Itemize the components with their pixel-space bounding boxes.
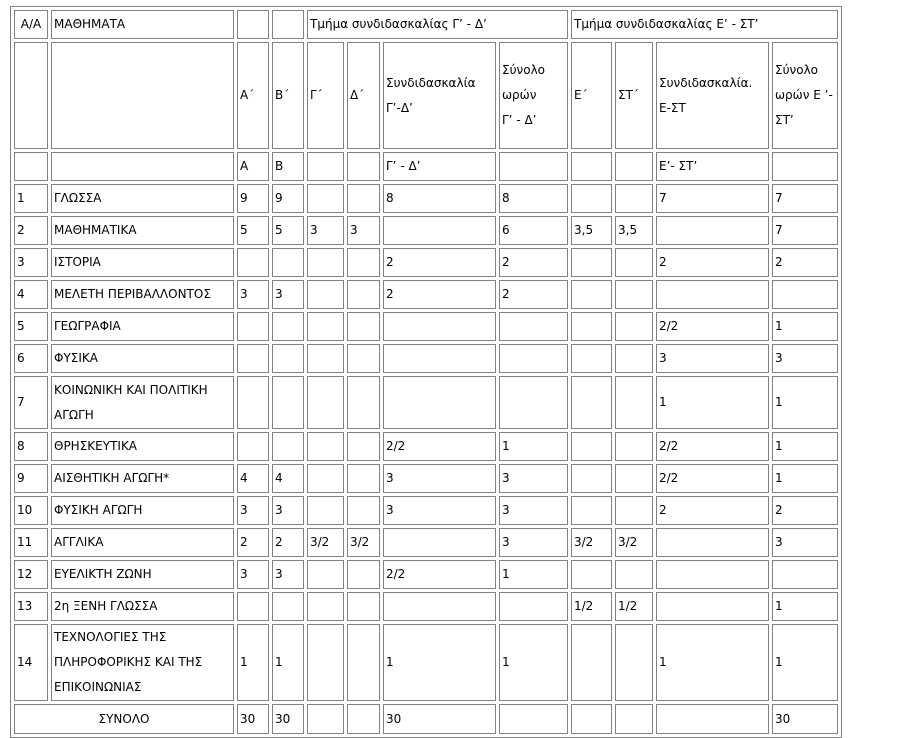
cell-total-cd: 3 — [499, 528, 568, 557]
cell-empty — [347, 152, 380, 181]
row-subject: ΦΥΣΙΚΑ — [51, 344, 234, 373]
cell-a: 2 — [237, 528, 269, 557]
cell-total-est: 3 — [772, 528, 838, 557]
header-co-est-line2: Ε-ΣΤ — [659, 100, 686, 115]
header-co-teaching-est — [656, 42, 769, 149]
row-subject: ΓΛΩΣΣΑ — [51, 184, 234, 213]
row-subject: 2η ΞΕΝΗ ΓΛΩΣΣΑ — [51, 592, 234, 621]
cell-st — [615, 624, 653, 701]
table-row — [14, 184, 838, 213]
subheader-co-est: Ε’- ΣΤ’ — [656, 152, 769, 181]
cell-co-cd: 2/2 — [383, 560, 496, 589]
cell-total-est: 1 — [772, 376, 838, 429]
cell-empty — [615, 152, 653, 181]
cell-total-est — [772, 560, 838, 589]
cell-co-est: 2/2 — [656, 432, 769, 461]
cell-empty — [51, 152, 234, 181]
cell-b: 4 — [272, 464, 304, 493]
row-number: 5 — [14, 312, 48, 341]
cell-c — [307, 376, 344, 429]
cell-st — [615, 432, 653, 461]
header-empty — [237, 10, 269, 39]
row-subject: ΑΙΣΘΗΤΙΚΗ ΑΓΩΓΗ* — [51, 464, 234, 493]
header-total-est-line1: Σύνολο — [775, 63, 819, 77]
cell-total-est: 1 — [772, 312, 838, 341]
cell-c — [307, 464, 344, 493]
cell-c: 3 — [307, 216, 344, 245]
cell-b — [272, 344, 304, 373]
cell-c — [307, 624, 344, 701]
table-row — [14, 592, 838, 621]
cell-e — [571, 432, 612, 461]
header-co-cd-line1: Συνδιδασκαλία — [386, 75, 476, 90]
cell-b: 3 — [272, 560, 304, 589]
cell-co-cd — [383, 216, 496, 245]
header-total-est-line2: ωρών Ε ’- — [775, 88, 833, 102]
cell-d: 3 — [347, 216, 380, 245]
header-class-a: Α΄ — [237, 42, 269, 149]
cell-total-cd — [499, 592, 568, 621]
cell-total-cd — [499, 312, 568, 341]
cell-st: 1/2 — [615, 592, 653, 621]
row-number: 4 — [14, 280, 48, 309]
table-row — [14, 528, 838, 557]
cell-a: 1 — [237, 624, 269, 701]
cell-total-cd: 1 — [499, 560, 568, 589]
table-row — [14, 280, 838, 309]
cell-total-est: 1 — [772, 624, 838, 701]
cell-b: 2 — [272, 528, 304, 557]
table-row — [14, 312, 838, 341]
cell-d — [347, 464, 380, 493]
row-subject-line3: ΕΠΙΚΟΙΝΩΝΙΑΣ — [54, 680, 142, 694]
header-total-cd-line1: Σύνολο — [502, 63, 546, 77]
cell-b: 3 — [272, 496, 304, 525]
header-total-est-line3: ΣΤ’ — [775, 113, 794, 127]
cell-total-cd: 8 — [499, 184, 568, 213]
cell-d — [347, 184, 380, 213]
cell-total-est: 1 — [772, 464, 838, 493]
cell-a — [237, 376, 269, 429]
row-subject — [51, 624, 234, 701]
cell-co-est — [656, 280, 769, 309]
sum-a: 30 — [237, 704, 269, 734]
cell-e: 3/2 — [571, 528, 612, 557]
cell-d: 3/2 — [347, 528, 380, 557]
cell-co-cd: 3 — [383, 496, 496, 525]
curriculum-table — [10, 6, 842, 738]
row-number: 6 — [14, 344, 48, 373]
header-class-st: ΣΤ΄ — [615, 42, 653, 149]
row-subject: ΜΕΛΕΤΗ ΠΕΡΙΒΑΛΛΟΝΤΟΣ — [51, 280, 234, 309]
sum-total-est: 30 — [772, 704, 838, 734]
cell-b — [272, 592, 304, 621]
sum-b: 30 — [272, 704, 304, 734]
cell-b: 5 — [272, 216, 304, 245]
cell-b — [272, 432, 304, 461]
row-subject-line2: ΑΓΩΓΗ — [54, 407, 94, 422]
cell-st — [615, 464, 653, 493]
cell-e: 3,5 — [571, 216, 612, 245]
header-co-cd-line2: Γ’-Δ’ — [386, 100, 413, 115]
row-subject: ΦΥΣΙΚΗ ΑΓΩΓΗ — [51, 496, 234, 525]
cell-e — [571, 280, 612, 309]
cell-total-est: 7 — [772, 216, 838, 245]
table-row — [14, 344, 838, 373]
class-header-row — [14, 42, 838, 149]
cell-e — [571, 624, 612, 701]
row-number: 7 — [14, 376, 48, 429]
table-row — [14, 432, 838, 461]
table-row — [14, 248, 838, 277]
header-total-cd-line3: Γ’ - Δ’ — [502, 113, 537, 127]
cell-e — [571, 344, 612, 373]
cell-a — [237, 248, 269, 277]
cell-empty — [347, 704, 380, 734]
cell-empty — [615, 704, 653, 734]
cell-a — [237, 432, 269, 461]
cell-co-est: 7 — [656, 184, 769, 213]
cell-co-est: 1 — [656, 624, 769, 701]
cell-c — [307, 344, 344, 373]
cell-co-cd: 2 — [383, 248, 496, 277]
cell-co-est — [656, 528, 769, 557]
row-subject: ΘΡΗΣΚΕΥΤΙΚΑ — [51, 432, 234, 461]
header-class-b: Β΄ — [272, 42, 304, 149]
cell-a — [237, 312, 269, 341]
cell-b: 9 — [272, 184, 304, 213]
cell-d — [347, 344, 380, 373]
sum-label: ΣΥΝΟΛΟ — [14, 704, 234, 734]
cell-total-cd: 3 — [499, 464, 568, 493]
cell-total-cd: 1 — [499, 432, 568, 461]
cell-empty — [14, 42, 48, 149]
cell-b: 1 — [272, 624, 304, 701]
cell-co-est: 2/2 — [656, 312, 769, 341]
header-empty — [272, 10, 304, 39]
cell-co-cd — [383, 376, 496, 429]
cell-empty — [571, 152, 612, 181]
cell-co-est: 3 — [656, 344, 769, 373]
row-number: 14 — [14, 624, 48, 701]
cell-total-est: 2 — [772, 248, 838, 277]
sub-header-row — [14, 152, 838, 181]
row-subject: ΙΣΤΟΡΙΑ — [51, 248, 234, 277]
cell-empty — [14, 152, 48, 181]
cell-d — [347, 624, 380, 701]
cell-total-cd: 6 — [499, 216, 568, 245]
cell-c — [307, 592, 344, 621]
cell-total-est: 2 — [772, 496, 838, 525]
cell-a: 3 — [237, 560, 269, 589]
sum-row — [14, 704, 838, 734]
cell-total-est: 1 — [772, 592, 838, 621]
table-row — [14, 496, 838, 525]
cell-a: 4 — [237, 464, 269, 493]
cell-b — [272, 376, 304, 429]
header-subjects: ΜΑΘΗΜΑΤΑ — [51, 10, 234, 39]
cell-co-est: 2 — [656, 496, 769, 525]
row-number: 10 — [14, 496, 48, 525]
cell-d — [347, 312, 380, 341]
cell-st — [615, 344, 653, 373]
cell-st — [615, 248, 653, 277]
cell-st: 3,5 — [615, 216, 653, 245]
header-total-cd-line2: ωρών — [502, 88, 537, 102]
cell-co-cd — [383, 528, 496, 557]
cell-empty — [571, 704, 612, 734]
row-subject-line1: ΤΕΧΝΟΛΟΓΙΕΣ ΤΗΣ — [54, 630, 167, 644]
table-row — [14, 464, 838, 493]
cell-co-cd: 2 — [383, 280, 496, 309]
cell-c — [307, 184, 344, 213]
row-subject: ΓΕΩΓΡΑΦΙΑ — [51, 312, 234, 341]
cell-b — [272, 312, 304, 341]
header-class-c: Γ΄ — [307, 42, 344, 149]
cell-st: 3/2 — [615, 528, 653, 557]
cell-e — [571, 560, 612, 589]
cell-total-cd — [499, 376, 568, 429]
cell-empty — [499, 704, 568, 734]
cell-co-cd: 1 — [383, 624, 496, 701]
row-number: 9 — [14, 464, 48, 493]
cell-d — [347, 248, 380, 277]
cell-co-cd: 3 — [383, 464, 496, 493]
cell-b — [272, 248, 304, 277]
row-number: 8 — [14, 432, 48, 461]
row-subject: ΜΑΘΗΜΑΤΙΚΑ — [51, 216, 234, 245]
cell-e — [571, 312, 612, 341]
cell-b: 3 — [272, 280, 304, 309]
cell-co-est — [656, 216, 769, 245]
cell-total-est: 7 — [772, 184, 838, 213]
cell-a — [237, 592, 269, 621]
cell-e: 1/2 — [571, 592, 612, 621]
row-number: 13 — [14, 592, 48, 621]
cell-st — [615, 312, 653, 341]
header-co-teaching-cd — [383, 42, 496, 149]
cell-st — [615, 496, 653, 525]
row-number: 11 — [14, 528, 48, 557]
cell-d — [347, 560, 380, 589]
cell-c — [307, 248, 344, 277]
header-aa: Α/Α — [14, 10, 48, 39]
cell-co-cd: 8 — [383, 184, 496, 213]
table-row — [14, 216, 838, 245]
row-subject — [51, 376, 234, 429]
cell-c — [307, 280, 344, 309]
table-row — [14, 376, 838, 429]
cell-st — [615, 184, 653, 213]
cell-co-cd — [383, 312, 496, 341]
cell-empty — [307, 152, 344, 181]
cell-total-cd: 2 — [499, 248, 568, 277]
cell-total-cd: 3 — [499, 496, 568, 525]
row-number: 3 — [14, 248, 48, 277]
cell-e — [571, 184, 612, 213]
cell-co-est: 2 — [656, 248, 769, 277]
cell-st — [615, 560, 653, 589]
sum-co-cd: 30 — [383, 704, 496, 734]
cell-co-cd: 2/2 — [383, 432, 496, 461]
header-total-cd — [499, 42, 568, 149]
cell-a: 5 — [237, 216, 269, 245]
cell-d — [347, 280, 380, 309]
cell-d — [347, 432, 380, 461]
cell-e — [571, 376, 612, 429]
cell-d — [347, 376, 380, 429]
cell-empty — [307, 704, 344, 734]
cell-empty — [656, 704, 769, 734]
cell-total-cd: 1 — [499, 624, 568, 701]
cell-c — [307, 432, 344, 461]
header-group-est: Τμήμα συνδιδασκαλίας Ε’ - ΣΤ’ — [571, 10, 838, 39]
subheader-b: Β — [272, 152, 304, 181]
cell-a: 3 — [237, 496, 269, 525]
cell-st — [615, 376, 653, 429]
header-class-d: Δ΄ — [347, 42, 380, 149]
cell-co-est: 2/2 — [656, 464, 769, 493]
cell-c: 3/2 — [307, 528, 344, 557]
cell-total-cd: 2 — [499, 280, 568, 309]
top-header-row — [14, 10, 838, 39]
cell-empty — [499, 152, 568, 181]
cell-c — [307, 312, 344, 341]
cell-c — [307, 496, 344, 525]
cell-co-cd — [383, 344, 496, 373]
cell-e — [571, 464, 612, 493]
cell-e — [571, 496, 612, 525]
cell-d — [347, 496, 380, 525]
row-number: 2 — [14, 216, 48, 245]
subheader-co-cd: Γ’ - Δ’ — [383, 152, 496, 181]
row-subject-line2: ΠΛΗΡΟΦΟΡΙΚΗΣ ΚΑΙ ΤΗΣ — [54, 655, 203, 669]
cell-a — [237, 344, 269, 373]
cell-total-cd — [499, 344, 568, 373]
cell-co-est — [656, 592, 769, 621]
cell-total-est: 3 — [772, 344, 838, 373]
cell-st — [615, 280, 653, 309]
cell-total-est: 1 — [772, 432, 838, 461]
table-row — [14, 560, 838, 589]
cell-empty — [51, 42, 234, 149]
row-subject: ΑΓΓΛΙΚΑ — [51, 528, 234, 557]
header-class-e: Ε΄ — [571, 42, 612, 149]
row-number: 12 — [14, 560, 48, 589]
row-number: 1 — [14, 184, 48, 213]
cell-co-est: 1 — [656, 376, 769, 429]
header-total-est — [772, 42, 838, 149]
subheader-a: Α — [237, 152, 269, 181]
header-group-cd: Τμήμα συνδιδασκαλίας Γ’ - Δ’ — [307, 10, 568, 39]
cell-co-cd — [383, 592, 496, 621]
table-row — [14, 624, 838, 701]
row-subject: ΕΥΕΛΙΚΤΗ ΖΩΝΗ — [51, 560, 234, 589]
header-co-est-line1: Συνδιδασκαλία. — [659, 75, 753, 90]
cell-a: 3 — [237, 280, 269, 309]
cell-c — [307, 560, 344, 589]
cell-empty — [772, 152, 838, 181]
cell-total-est — [772, 280, 838, 309]
cell-d — [347, 592, 380, 621]
cell-e — [571, 248, 612, 277]
cell-a: 9 — [237, 184, 269, 213]
cell-co-est — [656, 560, 769, 589]
row-subject-line1: ΚΟΙΝΩΝΙΚΗ ΚΑΙ ΠΟΛΙΤΙΚΗ — [54, 382, 208, 397]
